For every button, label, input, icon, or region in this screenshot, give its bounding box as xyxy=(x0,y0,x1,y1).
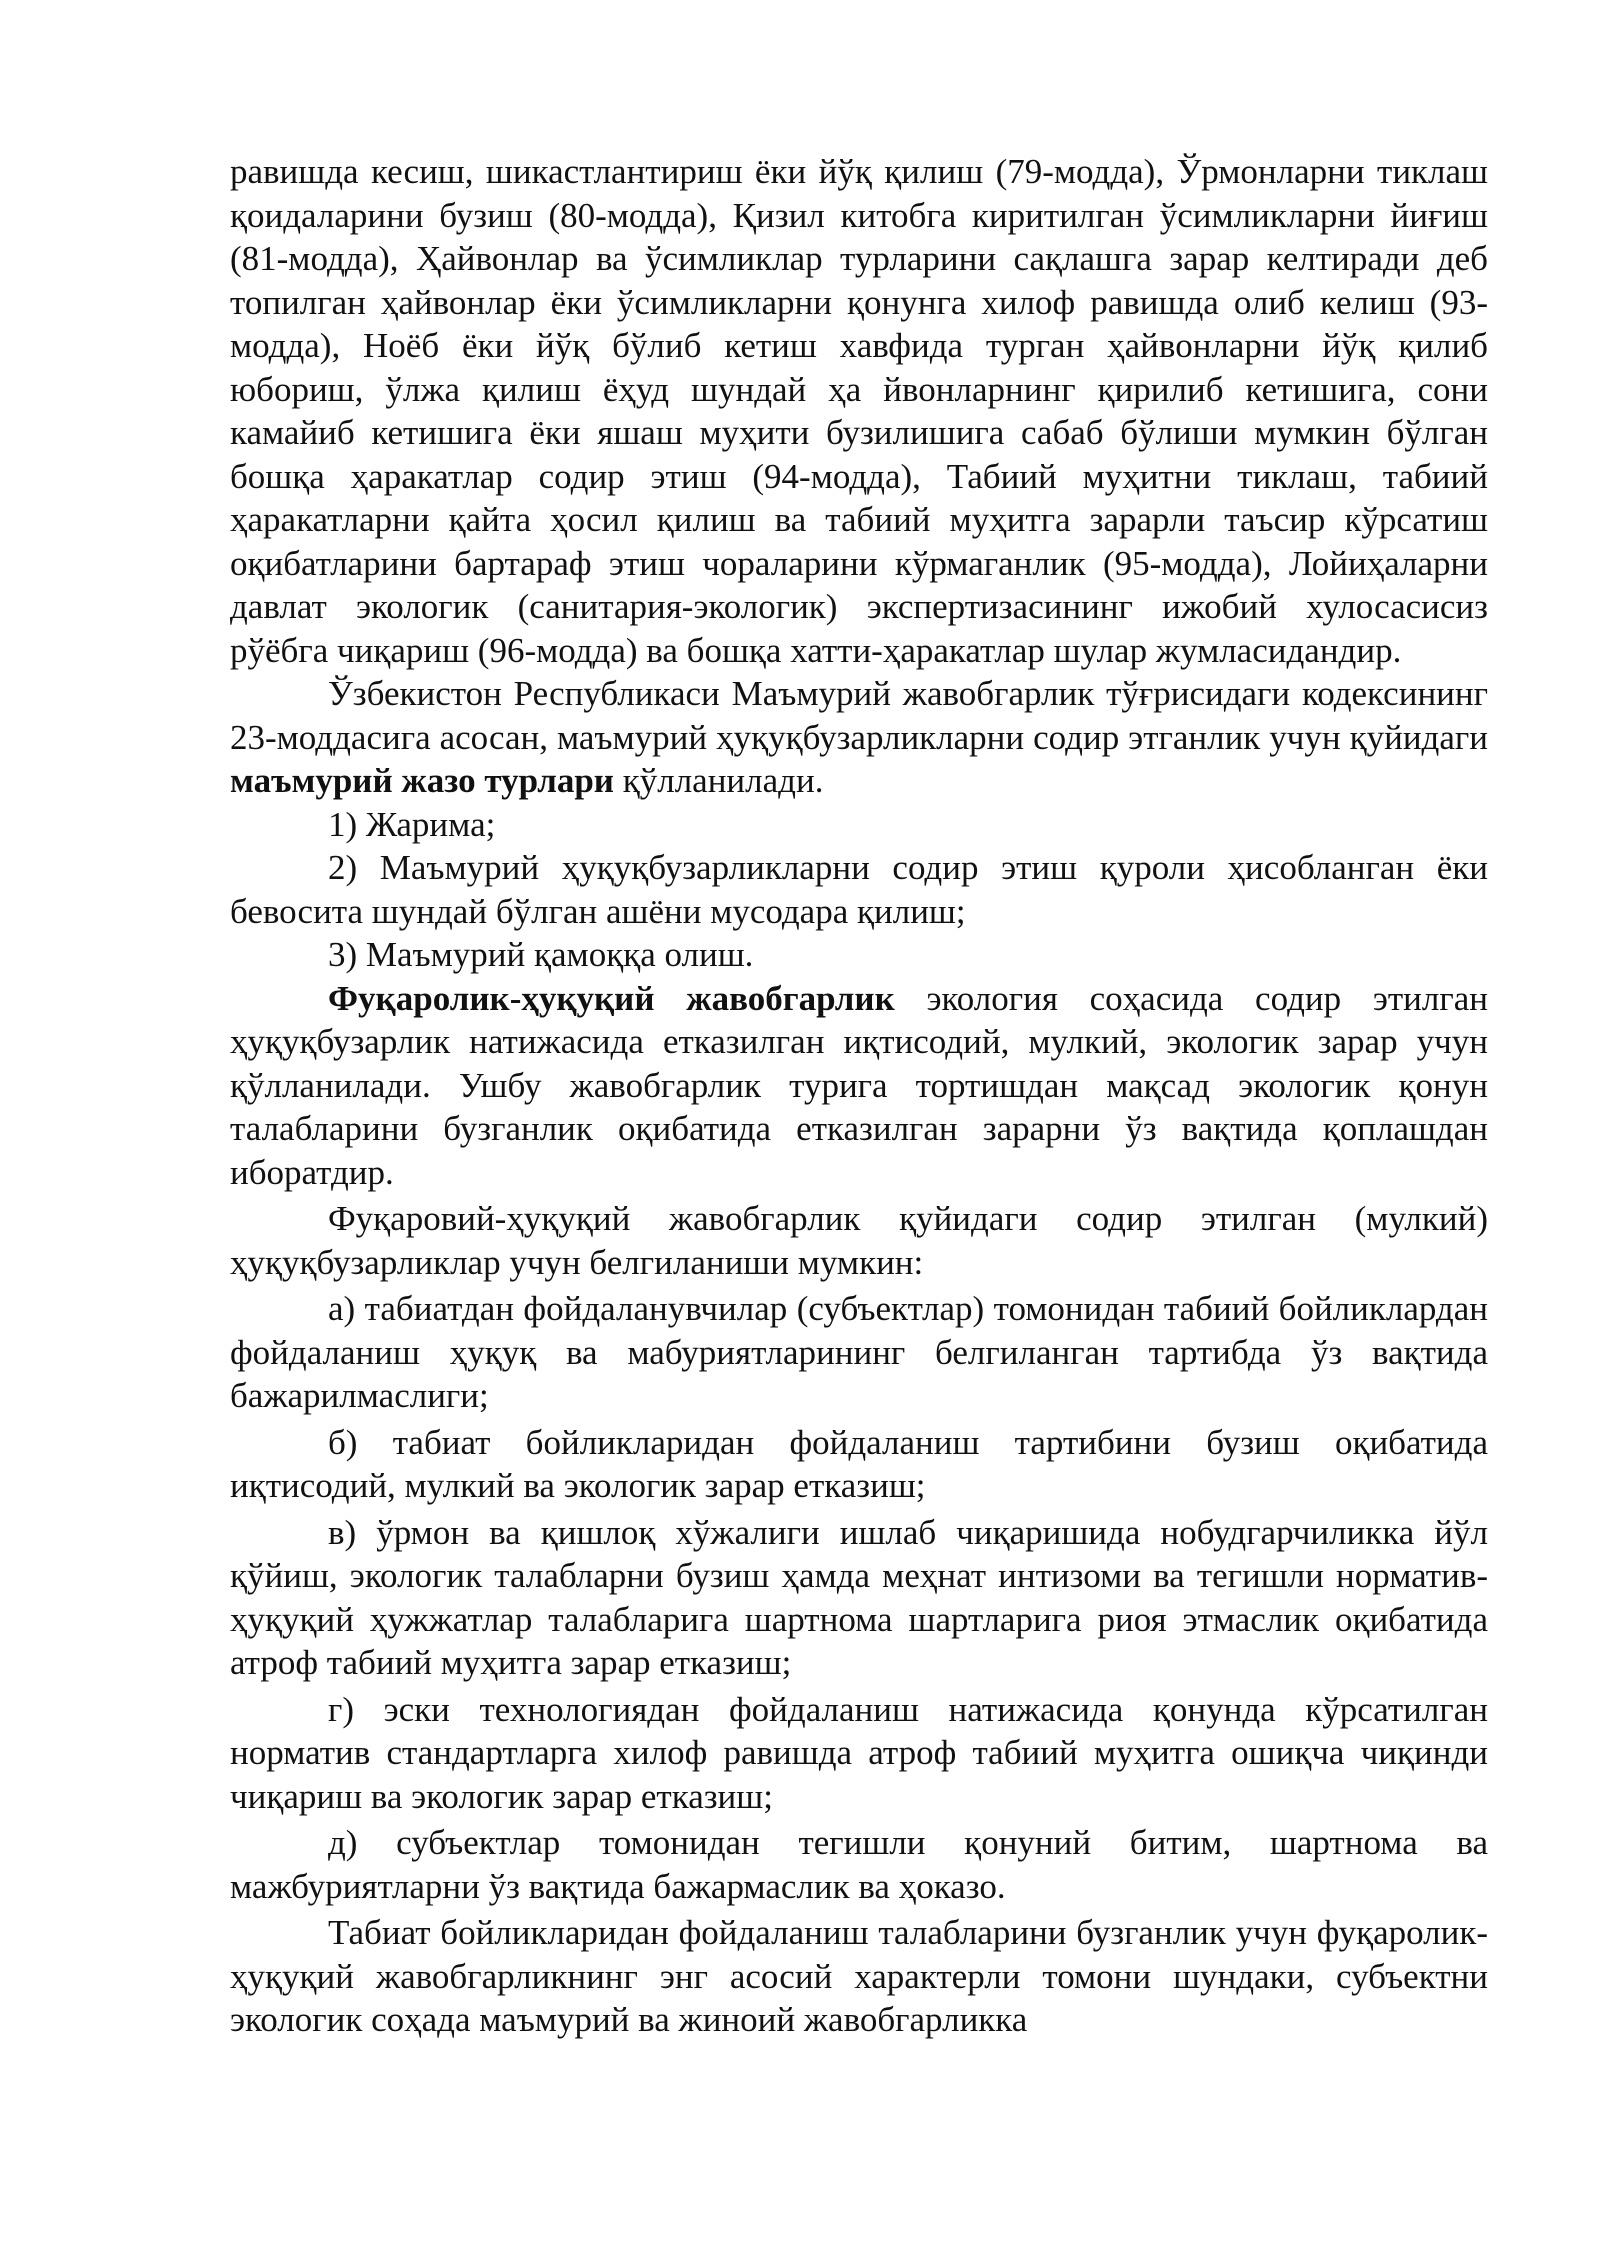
paragraph-civil-liability xyxy=(230,977,1488,1195)
paragraph-civil-offenses-intro: Фуқаровий-ҳуқуқий жавобгарлик қуйидаги содир этилган (мулкий) ҳуқуқбузарликлар учун белгиланиши мумкин: xyxy=(230,1199,1488,1282)
paragraph-text: экология соҳасида содир этилган ҳуқуқбузарлик натижасида етказилган иқтисодий, мулкий, экологик зарар учун қўлланилади. Ушбу жавобгарлик турига тортишдан мақсад экологик қонун талабларини бузганлик оқибатида етказилган зарарни ўз вақтида қоплашдан иборатдир. xyxy=(230,978,1488,1192)
paragraph-administrative-penalties xyxy=(230,672,1488,803)
list-item-b: б) табиат бойликларидан фойдаланиш тартибини бузиш оқибатида иқтисодий, мулкий ва экологик зарар етказиш; xyxy=(230,1422,1488,1505)
list-item-fine: 1) Жарима; xyxy=(328,804,496,844)
bold-term-administrative-penalty-types: маъмурий жазо турлари xyxy=(230,761,614,800)
bold-term-civil-liability: Фуқаролик-ҳуқуқий жавобгарлик xyxy=(328,978,895,1018)
paragraph-civil-liability-characteristics: Табиат бойликларидан фойдаланиш талабларини бузганлик учун фуқаролик-ҳуқуқий жавобгарликнинг энг асосий характерли томони шундаки, субъектни экологик соҳада маъмурий ва жиноий жавобгарликка xyxy=(230,1913,1488,2039)
paragraph-text: Ўзбекистон Республикаси Маъмурий жавобгарлик тўғрисидаги кодексининг 23-моддасига асосан, маъмурий ҳуқуқбузарликларни содир этганлик учун қуйидаги xyxy=(230,674,1488,757)
list-item-v: в) ўрмон ва қишлоқ хўжалиги ишлаб чиқаришида нобудгарчиликка йўл қўйиш, экологик талабларни бузиш ҳамда меҳнат интизоми ва тегишли норматив-ҳуқуқий ҳужжатлар талабларига шартнома шартларига риоя этмаслик оқибатида атроф табиий муҳитга зарар етказиш; xyxy=(230,1512,1488,1682)
list-item-confiscation: 2) Маъмурий ҳуқуқбузарликларни содир этиш қуроли ҳисобланган ёки бевосита шундай бўлган ашёни мусодара қилиш; xyxy=(230,848,1488,931)
list-item-arrest: 3) Маъмурий қамоққа олиш. xyxy=(328,935,754,974)
list-item-d: д) субъектлар томонидан тегишли қонуний битим, шартнома ва мажбуриятларни ўз вақтида бажармаслик ва ҳоказо. xyxy=(230,1823,1488,1906)
list-item-g: г) эски технологиядан фойдаланиш натижасида қонунда кўрсатилган норматив стандартларга хилоф равишда атроф табиий муҳитга ошиқча чиқинди чиқариш ва экологик зарар етказиш; xyxy=(230,1689,1488,1816)
paragraph-text: қўлланилади. xyxy=(613,761,824,800)
list-item-a: а) табиатдан фойдаланувчилар (субъектлар) томонидан табиий бойликлардан фойдаланиш ҳуқуқ ва мабуриятларининг белгиланган тартибда ўз вақтида бажарилмаслиги; xyxy=(230,1289,1488,1415)
document-page xyxy=(230,150,1488,2042)
paragraph-violations-list: равишда кесиш, шикастлантириш ёки йўқ қилиш (79-модда), Ўрмонларни тиклаш қоидаларини бузиш (80-модда), Қизил китобга киритилган ўсимликларни йиғиш (81-модда), Ҳайвонлар ва ўсимликлар турларини сақлашга зарар келтиради деб топилган ҳайвонлар ёки ўсимликларни қонунга хилоф равишда олиб келиш (93-модда), Ноёб ёки йўқ бўлиб кетиш хавфида турган ҳайвонларни йўқ қилиб юбориш, ўлжа қилиш ёҳуд шундай ҳа йвонларнинг қирилиб кетишига, сони камайиб кетишига ёки яшаш муҳити бузилишига сабаб бўлиши мумкин бўлган бошқа ҳаракатлар содир этиш (94-модда), Табиий муҳитни тиклаш, табиий ҳаракатларни қайта ҳосил қилиш ва табиий муҳитга зарарли таъсир кўрсатиш оқибатларини бартараф этиш чораларини кўрмаганлик (95-модда), Лойиҳаларни давлат экологик (санитария-экологик) экспертизасининг ижобий хулосасисиз рўёбга чиқариш (96-модда) ва бошқа хатти-ҳаракатлар шулар жумласидандир. xyxy=(230,152,1488,670)
